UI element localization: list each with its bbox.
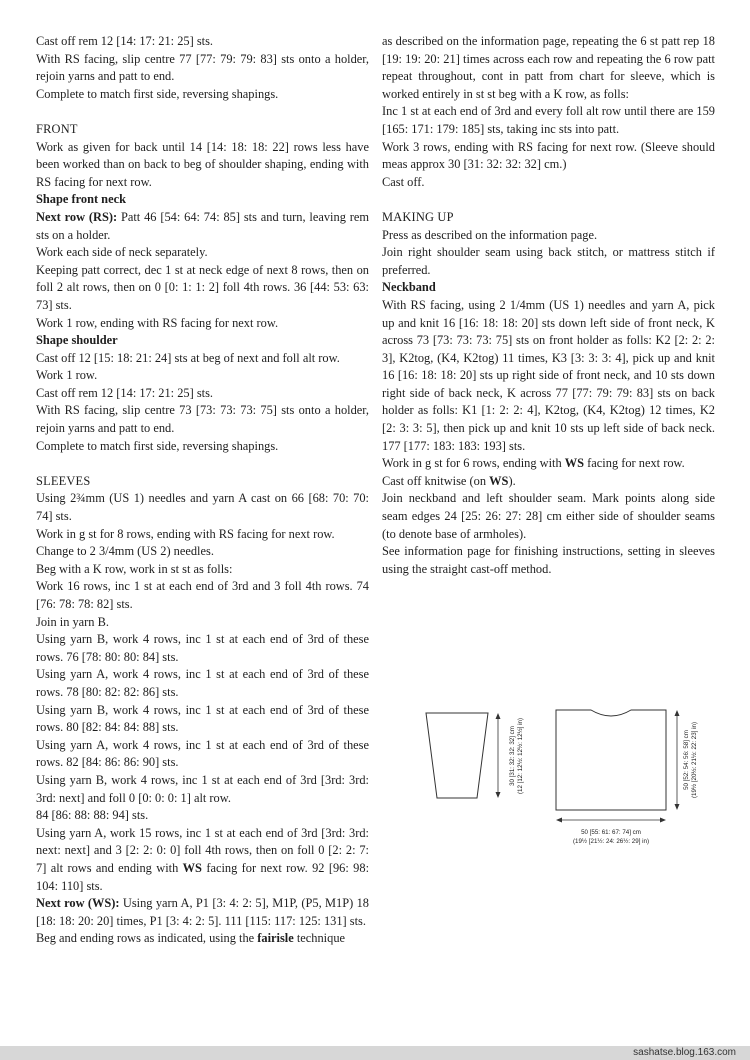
paragraph: Work 1 row. (36, 368, 98, 383)
paragraph: Inc 1 st at each end of 3rd and every foll alt row until there are 159 [165: 171: 179: 185] sts, taking inc sts into patt. (382, 104, 715, 136)
paragraph: Change to 2 3/4mm (US 2) needles. (36, 544, 214, 559)
paragraph: Cast off rem 12 [14: 17: 21: 25] sts. (36, 34, 214, 48)
paragraph: Complete to match first side, reversing shapings. (36, 86, 279, 101)
paragraph: Join in yarn B. (36, 614, 109, 629)
arrowhead (496, 792, 501, 798)
paragraph: Press as described on the information page. (382, 227, 598, 242)
neckband-subheading: Neckband (382, 280, 436, 295)
body-outline (556, 710, 666, 810)
paragraph: See information page for finishing instructions, setting in sleeves using the straight cast-off method. (382, 544, 715, 576)
front-heading: FRONT (36, 121, 78, 136)
instruction-text: Cast off knitwise (on (382, 473, 490, 488)
paragraph: 84 [86: 88: 88: 94] sts. (36, 808, 149, 823)
instruction-text: Using yarn A, P1 [3: 4: 2: 5], M1P, (P5, M1P) 18 [18: 18: 20: 20] times, P1 [3: 4: 2: 5]. 111 [115: 117: 125: 131] sts. (36, 896, 369, 928)
body-length-cm: 50 [52: 54: 56: 58] cm (683, 730, 690, 790)
paragraph (36, 930, 369, 948)
paragraph: as described on the information page, repeating the 6 st patt rep 18 [19: 19: 20: 21] times across each row and repeating the 6 row patt repeat throughout, cont in patt from chart for sleeve, which is worked entirely in st st beg with a K row, as folls: (382, 34, 715, 101)
measurement-diagrams (416, 700, 716, 860)
shape-front-neck-subheading: Shape front neck (36, 192, 126, 207)
instruction-text: ). (508, 473, 516, 488)
footer-site-text: sashatse.blog.163.com (633, 1047, 736, 1058)
paragraph: Cast off. (382, 174, 425, 189)
arrowhead (660, 818, 666, 823)
ws-label: WS (489, 473, 509, 488)
spacer (36, 103, 369, 121)
arrowhead (675, 804, 680, 810)
ws-label: WS (564, 456, 585, 471)
sleeve-length-in: (12 [12: 12½: 12½: 12½] in) (517, 717, 524, 795)
paragraph: Using 2¾mm (US 1) needles and yarn A cast on 66 [68: 70: 70: 74] sts. (36, 491, 369, 524)
next-row-instruction (36, 895, 369, 930)
paragraph (36, 825, 369, 895)
fairisle-label: fairisle (257, 931, 294, 946)
instruction-text: Patt 46 [54: 64: 74: 85] sts and turn, leaving rem sts on a holder. (36, 209, 369, 242)
instruction-text: Work in g st for 6 rows, ending with (382, 456, 565, 471)
arrowhead (675, 710, 680, 716)
making-up-heading: MAKING UP (382, 209, 454, 224)
paragraph: Work in g st for 8 rows, ending with RS facing for next row. (36, 526, 335, 541)
paragraph: With RS facing, using 2 1/4mm (US 1) needles and yarn A, pick up and knit 16 [16: 18: 18: 20] sts down left side of front neck, K across 73 [73: 73: 73: 75] sts on front holder as folls: K2 [2: 2: 2: 3], K2tog, (K4, K2tog) 11 times, K3 [3: 3: 3: 4], pick up and knit 16 [16: 18: 18: 20] sts up right side of front neck, and 10 sts down right side of back neck, K across 77 [77: 79: 79: 83] sts on back holder as folls: K1 [1: 2: 2: 4], K2tog, (K4, K2tog) 12 times, K2 [2: 3: 3: 5], then pick up and knit 10 sts up left side of back neck. 177 [177: 183: 183: 193] sts. (382, 297, 715, 453)
paragraph: Cast off 12 [15: 18: 21: 24] sts at beg of next and foll alt row. (36, 350, 340, 365)
sleeves-heading: SLEEVES (36, 473, 91, 488)
paragraph: Beg with a K row, work in st st as folls: (36, 561, 233, 576)
paragraph: Using yarn A, work 4 rows, inc 1 st at each end of 3rd of these rows. 82 [84: 86: 86: 90] sts. (36, 737, 369, 770)
paragraph (382, 455, 715, 473)
instruction-text: technique (293, 931, 346, 946)
left-column (36, 33, 369, 948)
instruction-text: facing for next row. (584, 456, 685, 471)
paragraph: Work 16 rows, inc 1 st at each end of 3rd and 3 foll 4th rows. 74 [76: 78: 78: 82] sts. (36, 579, 369, 611)
instruction-text: Using yarn A, work 15 rows, inc 1 st at each end of 3rd [3rd: 3rd: next: next] and 3 [2: 2: 0: 0] foll 4th rows, then on foll 0 [2: 2: 7: 7] alt rows and ending with (36, 825, 369, 875)
paragraph: Cast off rem 12 [14: 17: 21: 25] sts. (36, 385, 214, 400)
body-length-in: (19½ [20½: 21½: 22: 23] in) (691, 721, 698, 799)
arrowhead (556, 818, 562, 823)
body-width-in: (19½ [21½: 24: 26½: 29] in) (572, 838, 650, 845)
paragraph: Join neckband and left shoulder seam. Mark points along side seam edges 24 [25: 26: 27: 28] cm either side of shoulder seams (to denote base of armholes). (382, 491, 715, 541)
paragraph: Using yarn A, work 4 rows, inc 1 st at each end of 3rd of these rows. 78 [80: 82: 82: 86] sts. (36, 667, 369, 699)
paragraph: Complete to match first side, reversing shapings. (36, 438, 279, 453)
shape-shoulder-subheading: Shape shoulder (36, 333, 118, 348)
paragraph (382, 473, 715, 491)
next-row-instruction (36, 209, 369, 244)
paragraph: Work each side of neck separately. (36, 245, 208, 260)
paragraph: Using yarn B, work 4 rows, inc 1 st at each end of 3rd of these rows. 76 [78: 80: 80: 84] sts. (36, 632, 369, 664)
next-row-label: Next row (RS): (36, 209, 118, 224)
spacer (36, 455, 369, 473)
paragraph: Using yarn B, work 4 rows, inc 1 st at each end of 3rd [3rd: 3rd: 3rd: next] and foll 0 [0: 0: 0: 1] alt row. (36, 772, 369, 805)
paragraph: With RS facing, slip centre 77 [77: 79: 79: 83] sts onto a holder, rejoin yarns and patt to end. (36, 51, 369, 84)
ws-label: WS (182, 860, 202, 875)
next-row-label: Next row (WS): (36, 896, 120, 911)
arrowhead (496, 713, 501, 719)
instruction-text: facing for next row. 92 [96: 98: 104: 110] sts. (36, 860, 370, 893)
body-width-cm: 50 [55: 61: 67: 74] cm (581, 829, 641, 836)
paragraph: Work 1 row, ending with RS facing for next row. (36, 315, 279, 330)
paragraph: With RS facing, slip centre 73 [73: 73: 73: 75] sts onto a holder, rejoin yarns and patt to end. (36, 403, 369, 436)
spacer (382, 191, 715, 209)
sleeve-outline (426, 713, 488, 798)
instruction-text: Beg and ending rows as indicated, using the (36, 931, 258, 946)
paragraph: Using yarn B, work 4 rows, inc 1 st at each end of 3rd of these rows. 80 [82: 84: 84: 88] sts. (36, 702, 369, 735)
paragraph: Work 3 rows, ending with RS facing for next row. (Sleeve should meas approx 30 [31: 32: 32: 32] cm.) (382, 139, 715, 172)
paragraph: Join right shoulder seam using back stitch, or mattress stitch if preferred. (382, 245, 715, 277)
footer-bar (0, 1046, 750, 1060)
paragraph: Keeping patt correct, dec 1 st at neck edge of next 8 rows, then on foll 2 alt rows, then on 0 [0: 1: 1: 2] foll 4th rows. 36 [44: 53: 63: 73] sts. (36, 262, 369, 312)
paragraph: Work as given for back until 14 [14: 18: 18: 22] rows less have been worked than on back to beg of shoulder shaping, ending with RS facing for next row. (36, 139, 369, 189)
right-column (382, 33, 715, 578)
sleeve-length-cm: 30 [31: 32: 32: 32] cm (509, 726, 516, 786)
